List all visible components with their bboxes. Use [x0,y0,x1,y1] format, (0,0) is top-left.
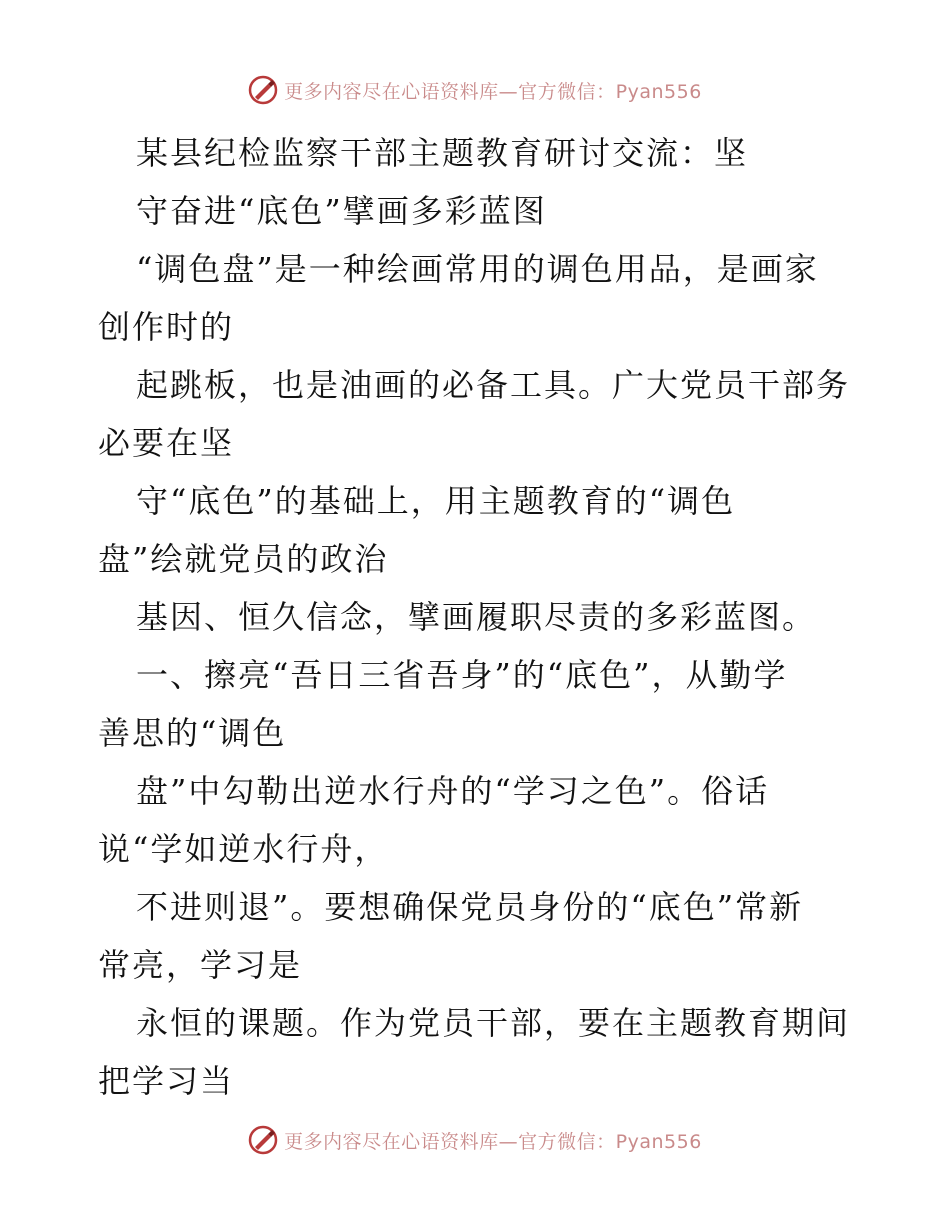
footer-banner-text [284,1127,702,1154]
doc-line: 不进则退”。要想确保党员身份的“底色”常新 [136,888,804,926]
footer-banner-handle: Pyan556 [615,1130,702,1153]
header-banner-handle: Pyan556 [615,80,702,103]
doc-line: 盘”绘就党员的政治 [98,540,389,578]
doc-line: 盘”中勾勒出逆水行舟的“学习之色”。俗话 [136,772,770,810]
doc-line: 某县纪检监察干部主题教育研讨交流：坚 [136,134,749,172]
doc-line: 一、擦亮“吾日三省吾身”的“底色”，从勤学 [136,656,788,694]
doc-line: 基因、恒久信念，擘画履职尽责的多彩蓝图。 [136,598,817,636]
doc-line: 常亮，学习是 [98,946,303,984]
doc-line: 说“学如逆水行舟， [98,830,389,868]
footer-banner-label: 更多内容尽在心语资料库—官方微信： [284,1130,616,1153]
footer-banner [0,1120,950,1160]
doc-line: 必要在坚 [98,424,235,462]
header-banner-label: 更多内容尽在心语资料库—官方微信： [284,80,616,103]
doc-line: 守奋进“底色”擘画多彩蓝图 [136,192,547,230]
doc-line: 起跳板，也是油画的必备工具。广大党员干部务 [136,366,851,404]
doc-line: 善思的“调色 [98,714,287,752]
header-banner [0,70,950,110]
document-body [98,124,858,1110]
pen-logo-icon [248,1125,278,1155]
header-banner-text [284,77,702,104]
doc-line: 创作时的 [98,308,235,346]
doc-line: “调色盘”是一种绘画常用的调色用品，是画家 [136,250,819,288]
doc-line: 守“底色”的基础上，用主题教育的“调色 [136,482,736,520]
pen-logo-icon [248,75,278,105]
doc-line: 把学习当 [98,1062,235,1100]
doc-line: 永恒的课题。作为党员干部，要在主题教育期间 [136,1004,851,1042]
